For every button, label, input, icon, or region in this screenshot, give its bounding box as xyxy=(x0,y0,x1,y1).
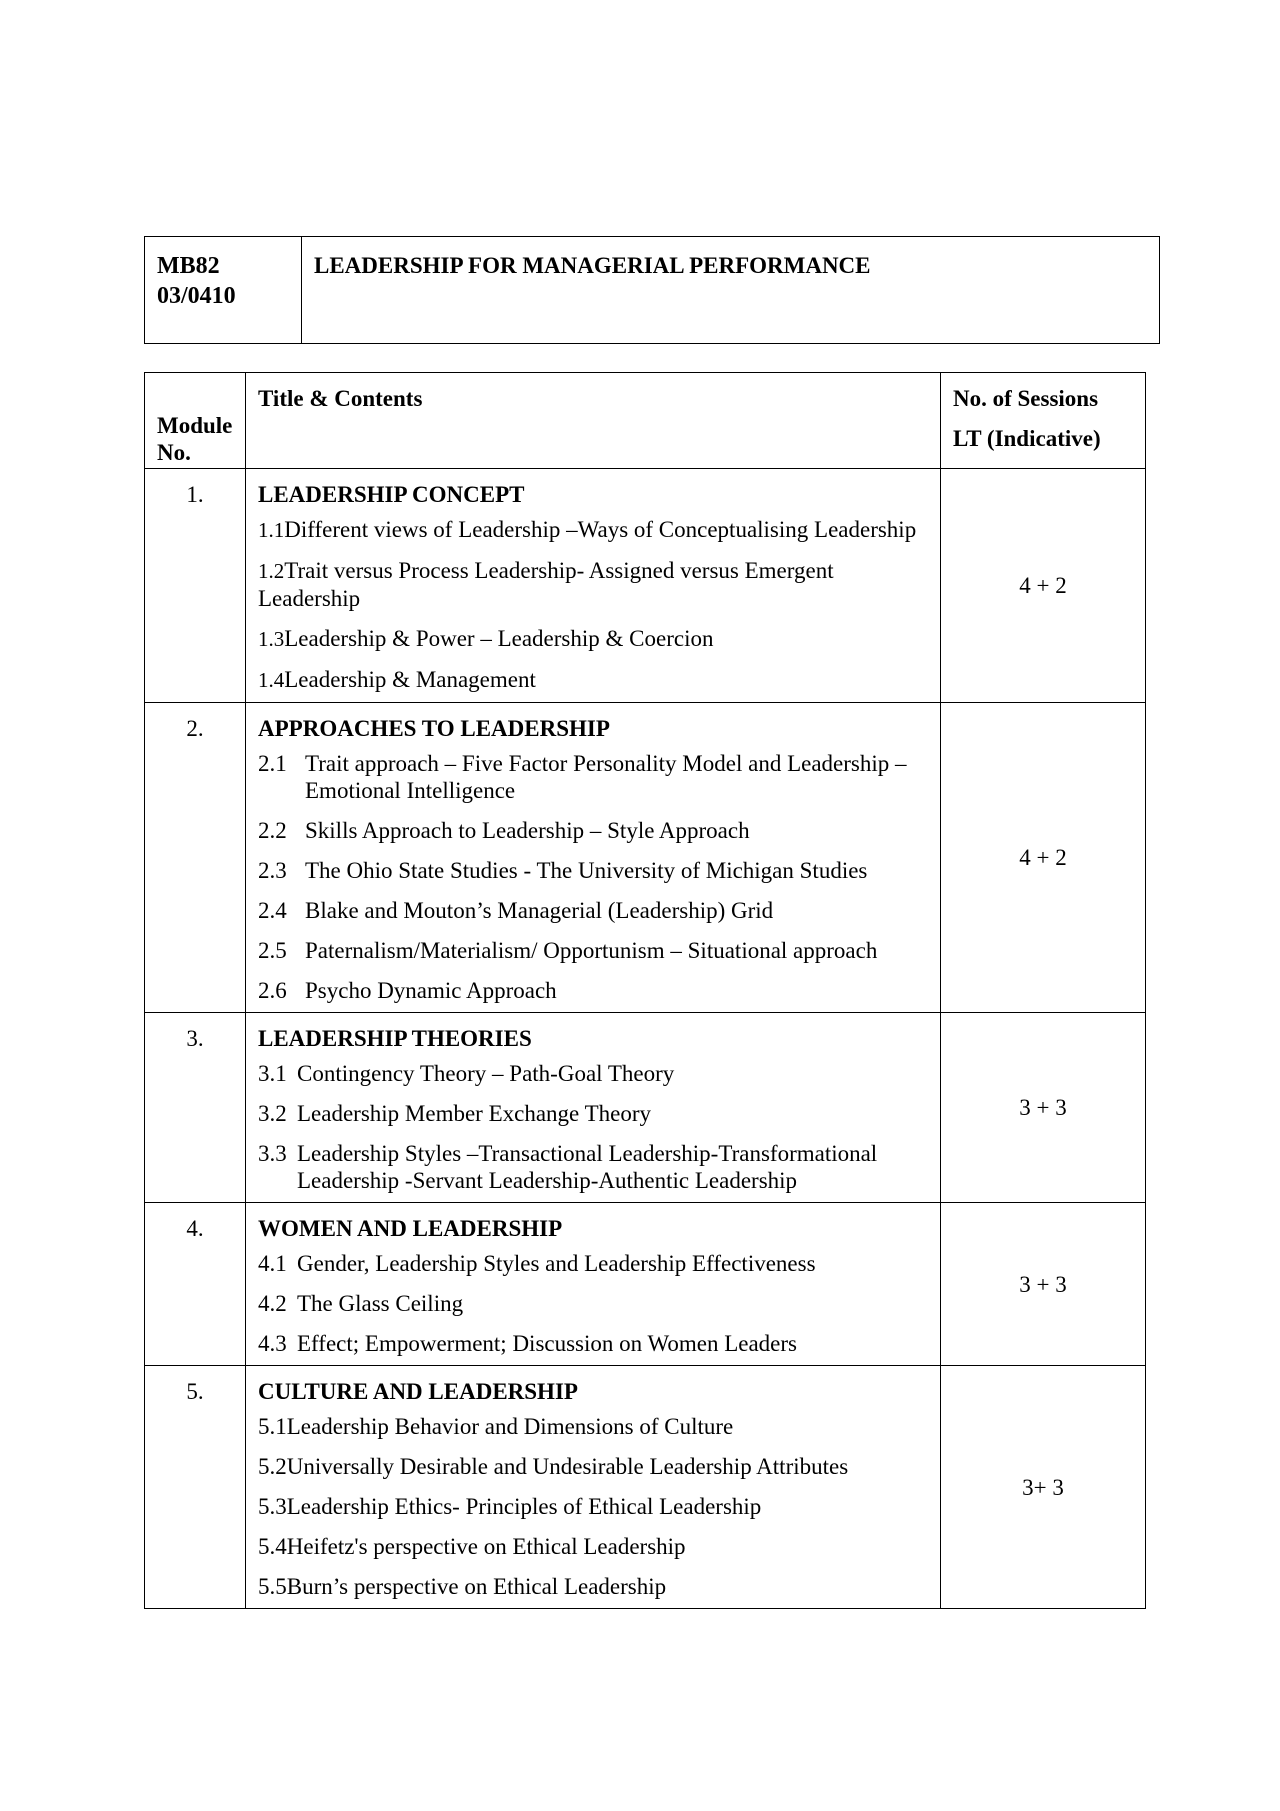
item-number: 1.1 xyxy=(258,518,285,542)
item-text: Trait versus Process Leadership- Assigned versus Emergent Leadership xyxy=(258,558,834,611)
module-heading: LEADERSHIP CONCEPT xyxy=(258,482,525,507)
module-sessions: 3+ 3 xyxy=(941,1366,1146,1609)
module-item xyxy=(258,1140,932,1194)
module-item xyxy=(258,937,932,964)
course-header-box xyxy=(144,236,1160,344)
item-text: Paternalism/Materialism/ Opportunism – Situational approach xyxy=(305,938,878,963)
item-number: 2.4 xyxy=(258,898,287,923)
header-title-contents: Title & Contents xyxy=(246,373,941,469)
item-text: Leadership Styles –Transactional Leadership-Transformational Leadership -Servant Leadership-Authentic Leadership xyxy=(297,1141,878,1193)
item-text: Universally Desirable and Undesirable Leadership Attributes xyxy=(286,1454,849,1479)
item-text: Psycho Dynamic Approach xyxy=(305,978,557,1003)
course-code-line2: 03/0410 xyxy=(157,283,236,309)
item-number: 2.2 xyxy=(258,818,287,843)
item-number: 3.2 xyxy=(258,1101,287,1126)
item-number: 3.1 xyxy=(258,1061,287,1086)
header-module-line1: Module xyxy=(157,413,233,438)
item-number: 4.3 xyxy=(258,1331,287,1356)
module-item xyxy=(258,977,932,1004)
header-sessions xyxy=(941,373,1146,469)
module-row-2 xyxy=(145,703,1146,1013)
module-heading: CULTURE AND LEADERSHIP xyxy=(258,1379,578,1404)
item-number: 1.2 xyxy=(258,559,285,583)
module-item xyxy=(258,1060,932,1087)
item-number: 5.5 xyxy=(258,1574,287,1599)
module-item xyxy=(258,750,932,804)
item-text: Skills Approach to Leadership – Style Approach xyxy=(305,818,750,843)
item-number: 5.4 xyxy=(258,1534,287,1559)
item-number: 2.6 xyxy=(258,978,287,1003)
module-row-4 xyxy=(145,1203,1146,1366)
item-text: Effect; Empowerment; Discussion on Women Leaders xyxy=(297,1331,797,1356)
item-text: Leadership & Power – Leadership & Coercion xyxy=(284,626,714,651)
module-item xyxy=(258,817,932,844)
item-number: 3.3 xyxy=(258,1141,287,1166)
item-text: Blake and Mouton’s Managerial (Leadership) Grid xyxy=(305,898,774,923)
module-item xyxy=(258,1493,932,1520)
module-item xyxy=(258,1413,932,1440)
header-sessions-line1: No. of Sessions xyxy=(953,386,1099,411)
item-text: The Ohio State Studies - The University of Michigan Studies xyxy=(305,858,868,883)
item-number: 1.4 xyxy=(258,668,285,692)
item-text: Leadership Member Exchange Theory xyxy=(297,1101,652,1126)
item-text: Leadership Ethics- Principles of Ethical Leadership xyxy=(286,1494,762,1519)
item-number: 4.1 xyxy=(258,1251,287,1276)
module-item xyxy=(258,897,932,924)
item-number: 4.2 xyxy=(258,1291,287,1316)
module-sessions: 3 + 3 xyxy=(941,1203,1146,1366)
module-item xyxy=(258,625,932,653)
module-number: 1. xyxy=(145,469,246,703)
module-item xyxy=(258,1573,932,1600)
module-item xyxy=(258,1290,932,1317)
modules-table xyxy=(144,372,1146,1609)
item-number: 2.3 xyxy=(258,858,287,883)
item-text: Heifetz's perspective on Ethical Leadership xyxy=(286,1534,686,1559)
module-heading: LEADERSHIP THEORIES xyxy=(258,1026,532,1051)
module-number: 5. xyxy=(145,1366,246,1609)
item-number: 1.3 xyxy=(258,627,285,651)
module-content xyxy=(246,1366,941,1609)
item-number: 5.3 xyxy=(258,1494,287,1519)
module-item xyxy=(258,1100,932,1127)
header-module-line2: No. xyxy=(157,440,191,465)
item-number: 5.1 xyxy=(258,1414,287,1439)
module-content xyxy=(246,469,941,703)
module-item xyxy=(258,857,932,884)
module-row-3 xyxy=(145,1013,1146,1203)
module-item xyxy=(258,1330,932,1357)
course-title: LEADERSHIP FOR MANAGERIAL PERFORMANCE xyxy=(314,253,871,278)
item-text: The Glass Ceiling xyxy=(297,1291,464,1316)
module-row-1 xyxy=(145,469,1146,703)
module-sessions: 4 + 2 xyxy=(941,703,1146,1013)
header-module-no xyxy=(145,373,246,469)
module-item xyxy=(258,1533,932,1560)
header-sessions-line2: LT (Indicative) xyxy=(953,426,1101,451)
item-text: Burn’s perspective on Ethical Leadership xyxy=(286,1574,667,1599)
module-item xyxy=(258,557,932,612)
item-text: Different views of Leadership –Ways of Conceptualising Leadership xyxy=(284,517,917,542)
item-text: Contingency Theory – Path-Goal Theory xyxy=(297,1061,675,1086)
item-number: 2.1 xyxy=(258,751,287,776)
item-number: 2.5 xyxy=(258,938,287,963)
module-item xyxy=(258,1453,932,1480)
module-content xyxy=(246,1203,941,1366)
module-item xyxy=(258,1250,932,1277)
item-text: Gender, Leadership Styles and Leadership Effectiveness xyxy=(297,1251,816,1276)
course-code xyxy=(145,237,302,343)
module-item xyxy=(258,516,932,544)
item-text: Leadership Behavior and Dimensions of Culture xyxy=(286,1414,734,1439)
module-row-5 xyxy=(145,1366,1146,1609)
module-content xyxy=(246,703,941,1013)
item-number: 5.2 xyxy=(258,1454,287,1479)
module-number: 4. xyxy=(145,1203,246,1366)
module-sessions: 3 + 3 xyxy=(941,1013,1146,1203)
module-heading: APPROACHES TO LEADERSHIP xyxy=(258,716,610,741)
module-sessions: 4 + 2 xyxy=(941,469,1146,703)
module-number: 2. xyxy=(145,703,246,1013)
module-number: 3. xyxy=(145,1013,246,1203)
item-text: Trait approach – Five Factor Personality Model and Leadership – Emotional Intelligence xyxy=(305,751,907,803)
module-item xyxy=(258,666,932,694)
module-heading: WOMEN AND LEADERSHIP xyxy=(258,1216,563,1241)
table-header-row xyxy=(145,373,1146,469)
item-text: Leadership & Management xyxy=(284,667,536,692)
course-code-line1: MB82 xyxy=(157,253,220,279)
module-content xyxy=(246,1013,941,1203)
